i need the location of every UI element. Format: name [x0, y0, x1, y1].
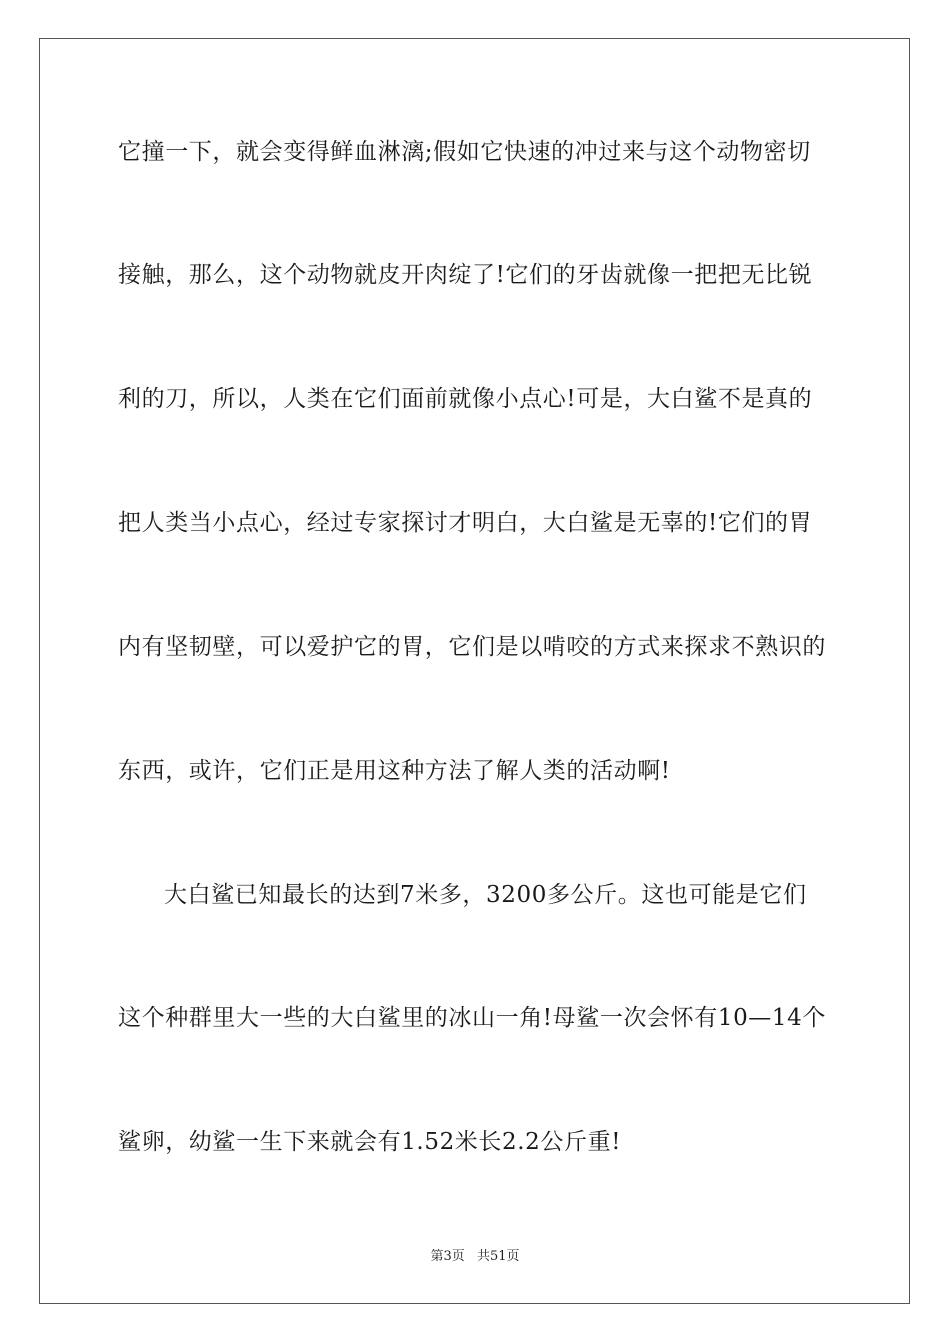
page-footer — [0, 1248, 950, 1266]
text-line: 它撞一下，就会变得鲜血淋漓;假如它快速的冲过来与这个动物密切 — [118, 139, 811, 165]
text-line: 鲨卵，幼鲨一生下来就会有1.52米长2.2公斤重! — [118, 1129, 622, 1155]
text-line: 这个种群里大一些的大白鲨里的冰山一角!母鲨一次会怀有10—14个 — [118, 1005, 826, 1031]
page-number: 第3页 — [430, 1249, 465, 1264]
total-pages: 共51页 — [476, 1249, 520, 1264]
paragraph-first-line: 大白鲨已知最长的达到7米多，3200多公斤。这也可能是它们 — [164, 882, 807, 908]
text-line: 利的刀，所以，人类在它们面前就像小点心!可是，大白鲨不是真的 — [118, 386, 813, 412]
text-line: 东西，或许，它们正是用这种方法了解人类的活动啊! — [118, 758, 671, 784]
text-line: 接触，那么，这个动物就皮开肉绽了!它们的牙齿就像一把把无比锐 — [118, 262, 813, 288]
text-line: 把人类当小点心，经过专家探讨才明白，大白鲨是无辜的!它们的胃 — [118, 510, 813, 536]
text-line: 内有坚韧壁，可以爱护它的胃，它们是以啃咬的方式来探求不熟识的 — [118, 634, 826, 660]
page-border — [39, 38, 910, 1304]
